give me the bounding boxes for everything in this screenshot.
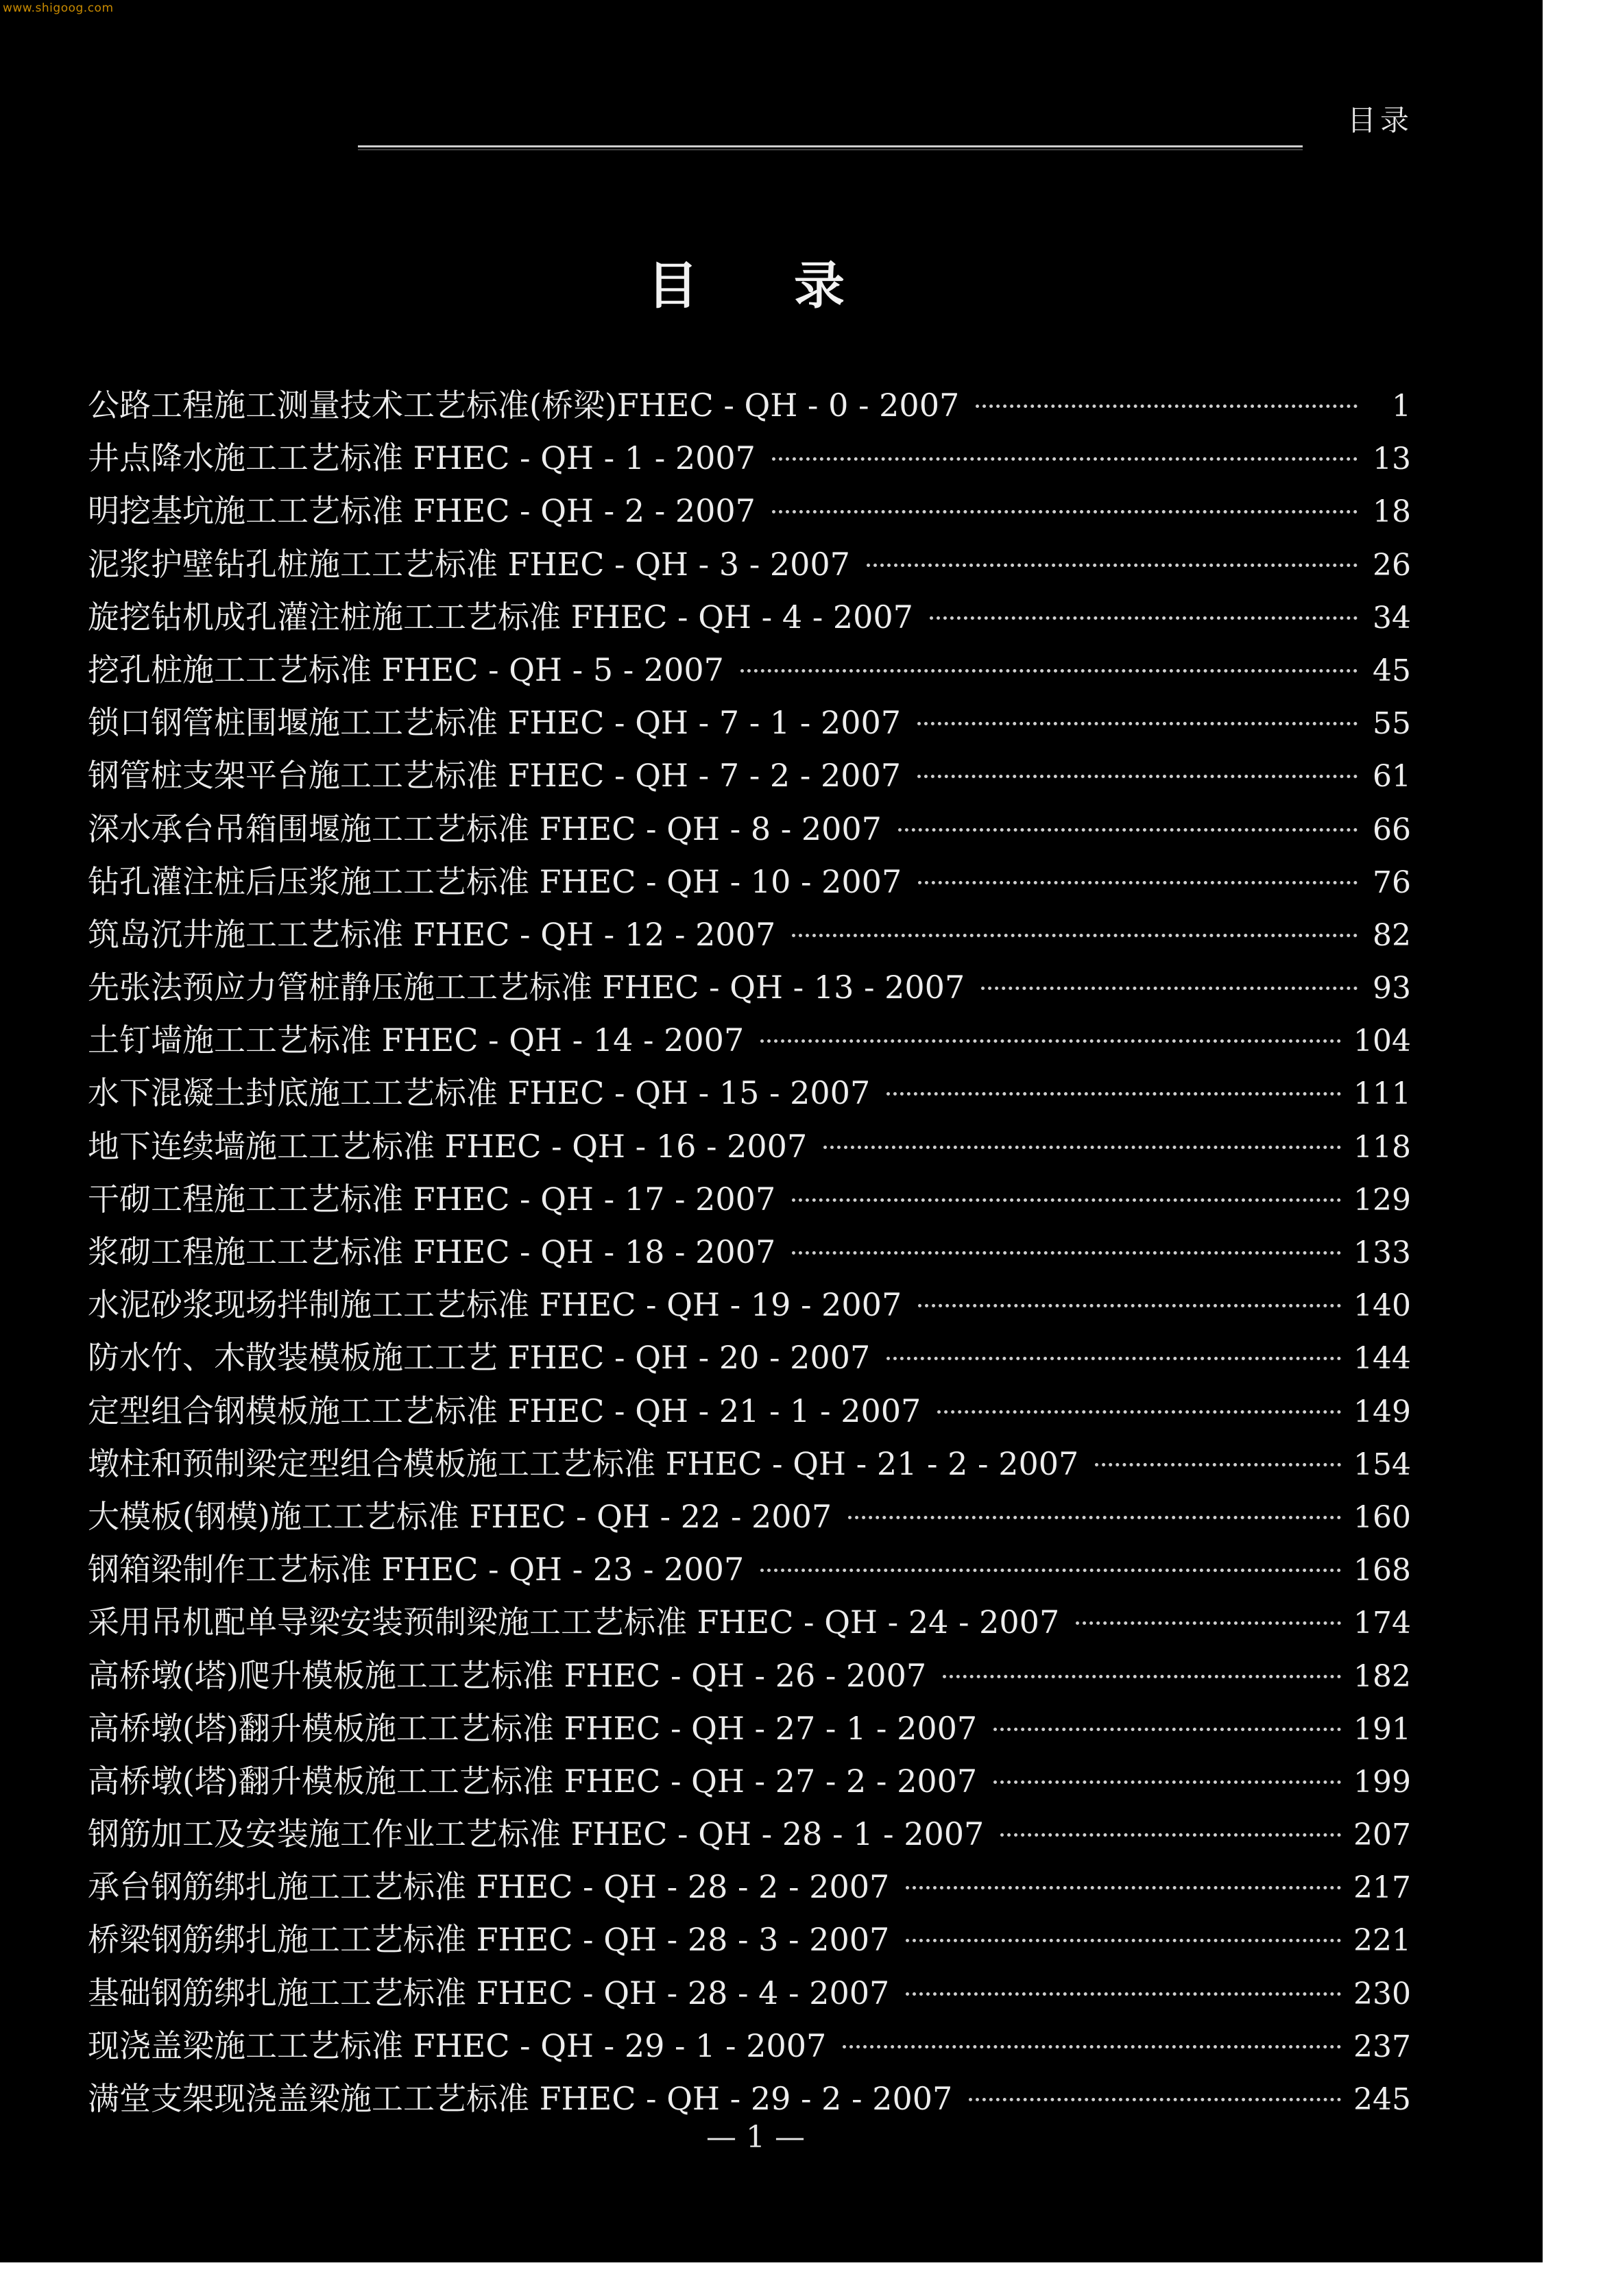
toc-entry-page: 111	[1353, 1076, 1411, 1112]
toc-entry-page: 18	[1373, 494, 1411, 530]
toc-dot-leader	[1095, 1463, 1341, 1466]
page-title: 目录	[647, 256, 941, 315]
toc-dot-leader	[792, 1251, 1341, 1255]
toc-entry[interactable]	[88, 1915, 1411, 1968]
toc-entry[interactable]	[88, 1862, 1411, 1915]
toc-dot-leader	[993, 1780, 1341, 1784]
toc-entry-title: 地下连续墙施工工艺标准 FHEC - QH - 16 - 2007	[88, 1127, 808, 1165]
toc-entry-title: 浆砌工程施工工艺标准 FHEC - QH - 18 - 2007	[88, 1233, 776, 1270]
toc-entry-page: 133	[1353, 1235, 1411, 1270]
toc-entry-page: 13	[1373, 442, 1411, 477]
toc-dot-leader	[937, 1410, 1341, 1414]
toc-entry-title: 基础钢筋绑扎施工工艺标准 FHEC - QH - 28 - 4 - 2007	[88, 1974, 890, 2011]
toc-entry-page: 182	[1353, 1658, 1411, 1694]
toc-entry-title: 现浇盖梁施工工艺标准 FHEC - QH - 29 - 1 - 2007	[88, 2027, 827, 2064]
toc-entry[interactable]	[88, 1122, 1411, 1174]
toc-entry-page: 207	[1353, 1817, 1411, 1853]
toc-entry[interactable]	[88, 1015, 1411, 1068]
toc-entry[interactable]	[88, 1280, 1411, 1333]
toc-entry-title: 定型组合钢模板施工工艺标准 FHEC - QH - 21 - 1 - 2007	[88, 1392, 921, 1429]
toc-entry-title: 先张法预应力管桩静压施工工艺标准 FHEC - QH - 13 - 2007	[88, 969, 965, 1006]
toc-entry-title: 钢管桩支架平台施工工艺标准 FHEC - QH - 7 - 2 - 2007	[88, 757, 902, 795]
toc-entry-title: 水下混凝土封底施工工艺标准 FHEC - QH - 15 - 2007	[88, 1074, 871, 1112]
toc-dot-leader	[792, 1198, 1341, 1202]
toc-entry[interactable]	[88, 1809, 1411, 1862]
toc-dot-leader	[918, 1304, 1341, 1307]
toc-dot-leader	[740, 669, 1358, 673]
toc-entry[interactable]	[88, 380, 1411, 433]
running-header: 目录	[1347, 104, 1414, 137]
toc-entry-title: 公路工程施工测量技术工艺标准(桥梁)FHEC - QH - 0 - 2007	[88, 387, 960, 424]
toc-entry-page: 160	[1353, 1499, 1411, 1535]
toc-entry-page: 1	[1392, 389, 1411, 424]
toc-dot-leader	[918, 881, 1358, 884]
toc-entry-title: 锁口钢管桩围堰施工工艺标准 FHEC - QH - 7 - 1 - 2007	[88, 704, 902, 742]
toc-entry[interactable]	[88, 2021, 1411, 2074]
toc-entry-page: 144	[1353, 1341, 1411, 1377]
toc-dot-leader	[760, 1039, 1341, 1043]
toc-entry-title: 高桥墩(塔)爬升模板施工工艺标准 FHEC - QH - 26 - 2007	[88, 1656, 927, 1694]
toc-entry-page: 174	[1353, 1606, 1411, 1641]
toc-entry[interactable]	[88, 804, 1411, 857]
toc-dot-leader	[898, 828, 1358, 832]
toc-entry[interactable]	[88, 1968, 1411, 2021]
toc-dot-leader	[760, 1569, 1341, 1572]
toc-dot-leader	[772, 457, 1358, 461]
toc-entry-title: 深水承台吊箱围堰施工工艺标准 FHEC - QH - 8 - 2007	[88, 810, 882, 847]
toc-dot-leader	[792, 934, 1358, 937]
toc-entry-title: 高桥墩(塔)翻升模板施工工艺标准 FHEC - QH - 27 - 2 - 2007	[88, 1762, 978, 1800]
toc-dot-leader	[943, 1675, 1341, 1678]
toc-entry[interactable]	[88, 910, 1411, 963]
toc-dot-leader	[867, 564, 1358, 567]
toc-entry-title: 钻孔灌注桩后压浆施工工艺标准 FHEC - QH - 10 - 2007	[88, 862, 902, 900]
toc-entry[interactable]	[88, 1439, 1411, 1492]
toc-entry-title: 采用吊机配单导梁安装预制梁施工工艺标准 FHEC - QH - 24 - 2007	[88, 1604, 1060, 1641]
toc-entry-page: 217	[1353, 1870, 1411, 1906]
toc-entry[interactable]	[88, 645, 1411, 698]
toc-entry[interactable]	[88, 751, 1411, 803]
toc-dot-leader	[993, 1728, 1341, 1731]
toc-entry-page: 66	[1373, 812, 1411, 847]
toc-entry-title: 防水竹、木散装模板施工工艺 FHEC - QH - 20 - 2007	[88, 1339, 871, 1377]
toc-entry-page: 93	[1373, 971, 1411, 1006]
toc-entry-page: 230	[1353, 1976, 1411, 2011]
header-rule	[358, 145, 1303, 147]
toc-dot-leader	[906, 1886, 1341, 1889]
toc-entry-title: 高桥墩(塔)翻升模板施工工艺标准 FHEC - QH - 27 - 1 - 2007	[88, 1709, 978, 1747]
toc-dot-leader	[887, 1092, 1341, 1096]
toc-dot-leader	[917, 775, 1358, 778]
toc-entry-page: 129	[1353, 1182, 1411, 1218]
toc-entry-title: 明挖基坑施工工艺标准 FHEC - QH - 2 - 2007	[88, 492, 756, 530]
toc-dot-leader	[823, 1146, 1341, 1149]
toc-dot-leader	[969, 2098, 1341, 2101]
toc-entry-page: 104	[1353, 1024, 1411, 1059]
toc-entry[interactable]	[88, 1651, 1411, 1704]
toc-entry-title: 干砌工程施工工艺标准 FHEC - QH - 17 - 2007	[88, 1180, 776, 1218]
toc-entry[interactable]	[88, 1704, 1411, 1756]
toc-entry[interactable]	[88, 1597, 1411, 1650]
toc-entry[interactable]	[88, 1333, 1411, 1386]
toc-dot-leader	[976, 404, 1358, 408]
toc-entry-page: 61	[1373, 759, 1411, 795]
toc-entry-title: 筑岛沉井施工工艺标准 FHEC - QH - 12 - 2007	[88, 915, 776, 953]
toc-entry-title: 墩柱和预制梁定型组合模板施工工艺标准 FHEC - QH - 21 - 2 - 2007	[88, 1445, 1079, 1482]
toc-dot-leader	[843, 2045, 1341, 2049]
toc-entry[interactable]	[88, 433, 1411, 486]
toc-entry[interactable]	[88, 1386, 1411, 1439]
toc-entry-title: 土钉墙施工工艺标准 FHEC - QH - 14 - 2007	[88, 1022, 745, 1059]
toc-entry-title: 水泥砂浆现场拌制施工工艺标准 FHEC - QH - 19 - 2007	[88, 1286, 902, 1324]
toc-entry-page: 168	[1353, 1553, 1411, 1588]
toc-entry-title: 钢箱梁制作工艺标准 FHEC - QH - 23 - 2007	[88, 1551, 745, 1588]
toc-entry-page: 45	[1373, 653, 1411, 688]
toc-dot-leader	[772, 510, 1358, 513]
toc-entry[interactable]	[88, 1174, 1411, 1227]
toc-entry-page: 237	[1353, 2029, 1411, 2064]
toc-entry[interactable]	[88, 592, 1411, 645]
toc-dot-leader	[930, 616, 1358, 620]
toc-dot-leader	[906, 1992, 1341, 1996]
toc-entry[interactable]	[88, 1227, 1411, 1280]
toc-dot-leader	[1076, 1621, 1341, 1625]
toc-entry-page: 149	[1353, 1394, 1411, 1429]
toc-entry-title: 钢筋加工及安装施工作业工艺标准 FHEC - QH - 28 - 1 - 2007	[88, 1815, 985, 1853]
toc-entry-title: 满堂支架现浇盖梁施工工艺标准 FHEC - QH - 29 - 2 - 2007	[88, 2080, 953, 2117]
toc-entry-title: 旋挖钻机成孔灌注桩施工工艺标准 FHEC - QH - 4 - 2007	[88, 598, 913, 636]
toc-entry-page: 118	[1353, 1129, 1411, 1165]
toc-entry[interactable]	[88, 857, 1411, 910]
header-rule-thin	[358, 149, 1303, 150]
toc-entry-page: 221	[1353, 1923, 1411, 1959]
toc-entry-page: 55	[1373, 706, 1411, 742]
toc-entry[interactable]	[88, 1545, 1411, 1597]
toc-entry-title: 井点降水施工工艺标准 FHEC - QH - 1 - 2007	[88, 439, 756, 477]
toc-entry-page: 34	[1373, 600, 1411, 636]
toc-entry-title: 承台钢筋绑扎施工工艺标准 FHEC - QH - 28 - 2 - 2007	[88, 1868, 890, 1906]
toc-entry-page: 245	[1353, 2082, 1411, 2117]
toc-entry-page: 154	[1353, 1447, 1411, 1482]
watermark: www.shigoog.com	[3, 1, 114, 15]
toc-dot-leader	[848, 1516, 1341, 1519]
toc-entry[interactable]	[88, 2074, 1411, 2127]
toc-dot-leader	[887, 1357, 1341, 1360]
toc-entry-title: 挖孔桩施工工艺标准 FHEC - QH - 5 - 2007	[88, 651, 724, 688]
toc-entry[interactable]	[88, 486, 1411, 539]
toc-entry-title: 桥梁钢筋绑扎施工工艺标准 FHEC - QH - 28 - 3 - 2007	[88, 1921, 890, 1959]
toc-dot-leader	[1000, 1833, 1341, 1837]
toc-entry-page: 191	[1353, 1711, 1411, 1747]
toc-entry-title: 泥浆护壁钻孔桩施工工艺标准 FHEC - QH - 3 - 2007	[88, 545, 850, 583]
table-of-contents	[88, 380, 1411, 2127]
toc-entry-page: 76	[1373, 865, 1411, 900]
toc-entry[interactable]	[88, 698, 1411, 751]
toc-dot-leader	[917, 722, 1358, 725]
toc-entry[interactable]	[88, 1492, 1411, 1545]
toc-entry-page: 140	[1353, 1288, 1411, 1324]
toc-dot-leader	[906, 1939, 1341, 1942]
toc-entry[interactable]	[88, 540, 1411, 592]
toc-entry-page: 82	[1373, 917, 1411, 953]
toc-entry-page: 26	[1373, 547, 1411, 583]
toc-entry[interactable]	[88, 963, 1411, 1015]
toc-entry[interactable]	[88, 1756, 1411, 1809]
toc-entry-title: 大模板(钢模)施工工艺标准 FHEC - QH - 22 - 2007	[88, 1497, 832, 1535]
toc-dot-leader	[981, 987, 1358, 990]
toc-entry-page: 199	[1353, 1764, 1411, 1800]
page-number: — 1 —	[706, 2120, 805, 2155]
toc-entry[interactable]	[88, 1068, 1411, 1121]
